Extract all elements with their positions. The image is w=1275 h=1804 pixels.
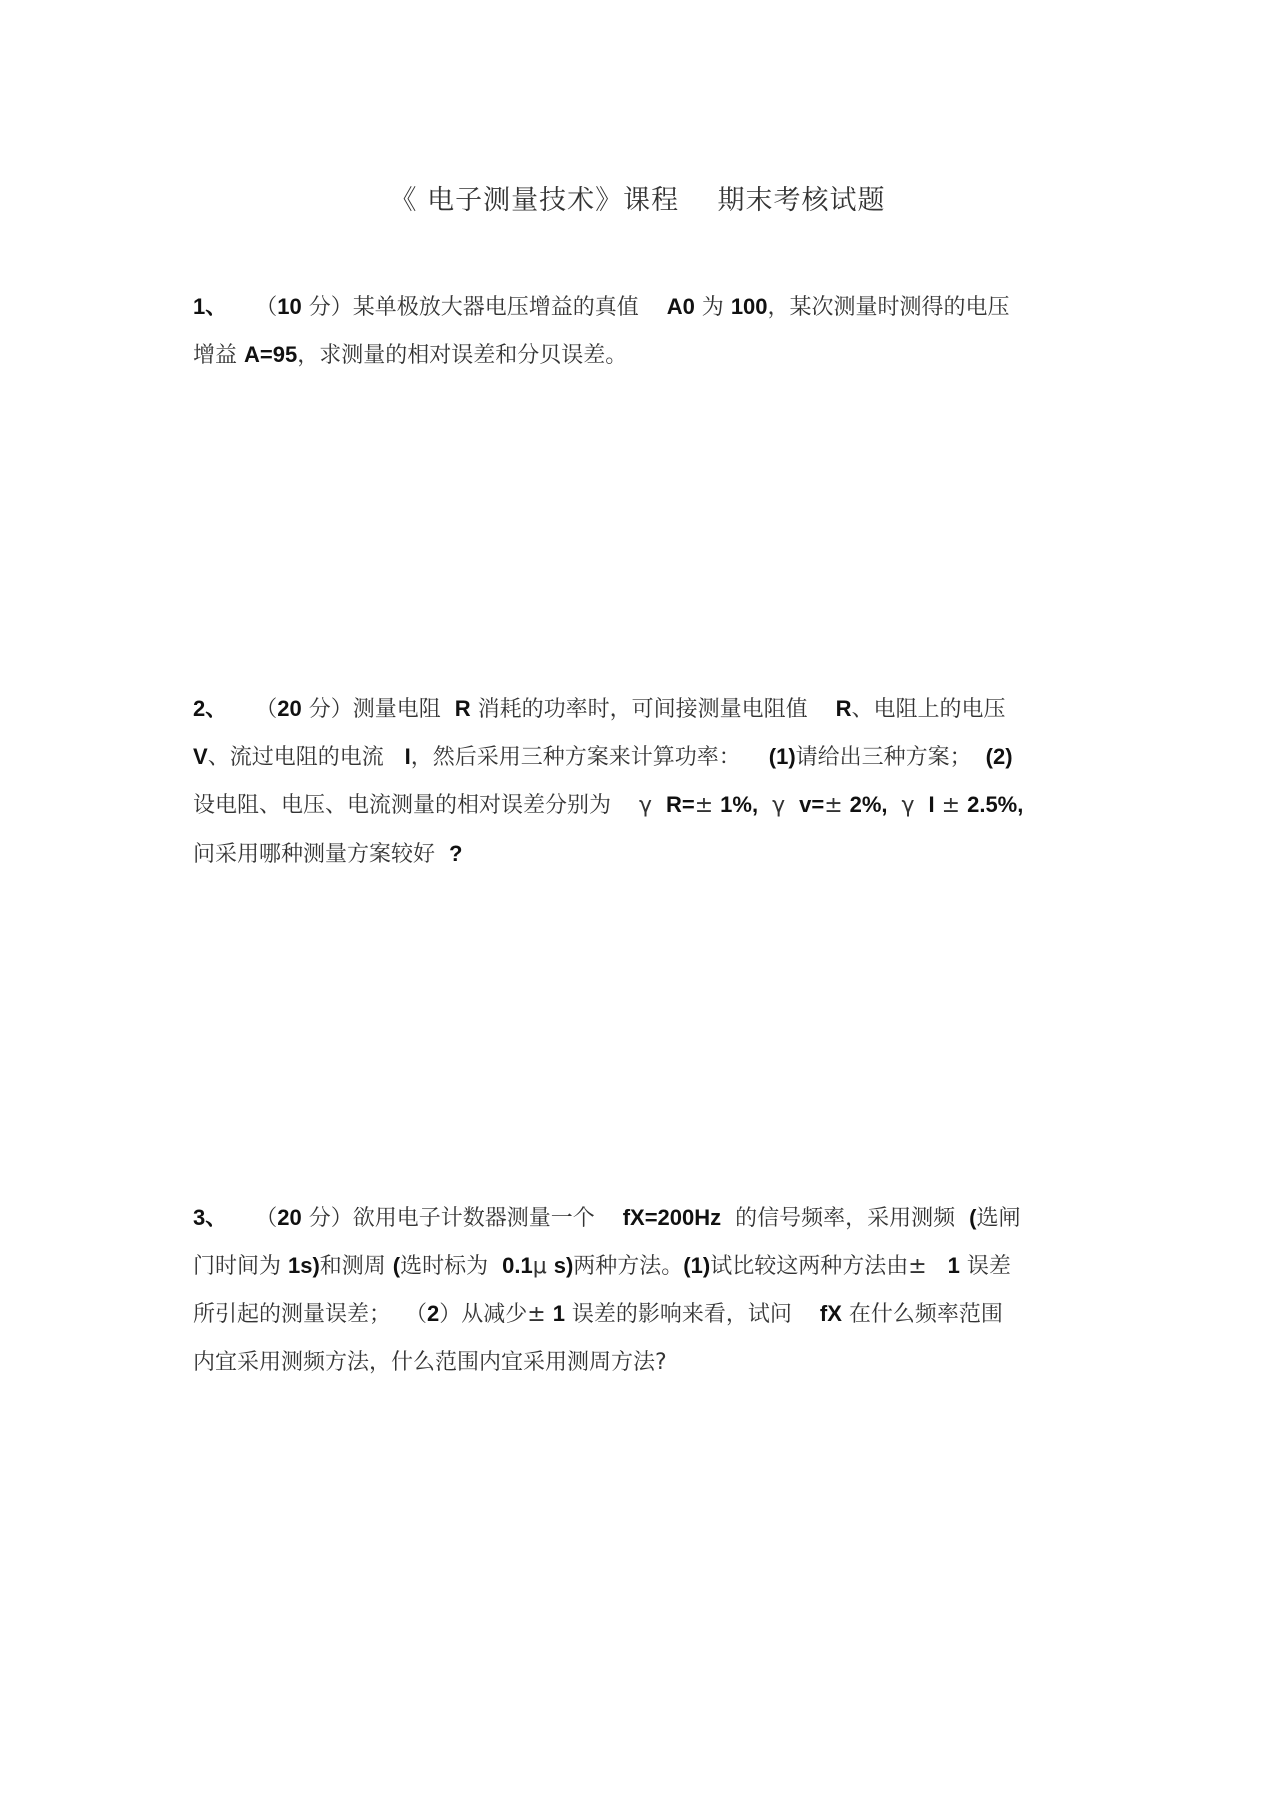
question-text: 问采用哪种测量方案较好: [193, 842, 449, 867]
question-text: 的信号频率，采用测频: [721, 1206, 970, 1231]
question-text: 、流过电阻的电流: [207, 745, 405, 770]
emphasis-text: A=95: [244, 342, 298, 367]
exam-title: 《 电子测量技术》课程 期末考核试题: [389, 185, 886, 216]
emphasis-text: fX=200Hz: [622, 1205, 722, 1230]
emphasis-text: 2%,: [849, 792, 888, 817]
emphasis-text: (: [392, 1253, 401, 1278]
question-line: [193, 287, 1010, 327]
question-text: 误差: [959, 1254, 1011, 1279]
question-text: μ: [532, 1254, 554, 1279]
emphasis-text: 2.5%,: [967, 792, 1024, 817]
emphasis-text: ?: [449, 841, 463, 866]
question-text: （: [227, 1206, 278, 1231]
question-line: [193, 1343, 667, 1383]
emphasis-text: fX: [819, 1301, 842, 1326]
emphasis-text: 1、: [193, 294, 228, 319]
emphasis-text: (1): [683, 1253, 711, 1278]
emphasis-text: A0: [666, 294, 695, 319]
question-line: [193, 1246, 1011, 1286]
question-text: 在什么频率范围: [841, 1302, 1003, 1327]
question-text: 请给出三种方案；: [795, 745, 986, 770]
question-text: 分）欲用电子计数器测量一个: [301, 1206, 623, 1231]
question-text: 内宜采用测频方法，什么范围内宜采用测周方法?: [193, 1350, 667, 1375]
emphasis-text: v=: [799, 792, 825, 817]
question-line: [193, 689, 1005, 729]
emphasis-text: R: [454, 696, 471, 721]
question-text: 分）某单极放大器电压增益的真值: [301, 295, 667, 320]
emphasis-text: 1s): [288, 1253, 320, 1278]
emphasis-text: 0.1: [502, 1253, 533, 1278]
emphasis-text: R: [835, 696, 852, 721]
question-text: ±: [694, 793, 721, 818]
question-line: [193, 737, 1013, 777]
emphasis-text: (: [969, 1205, 977, 1230]
question-text: 和测周: [319, 1254, 393, 1279]
emphasis-text: 20: [277, 696, 302, 721]
question-text: 选时标为: [400, 1254, 503, 1279]
question-text: 、电阻上的电压: [851, 697, 1006, 722]
question-line: [193, 1294, 1003, 1334]
emphasis-text: V: [193, 744, 208, 769]
emphasis-text: 10: [277, 294, 302, 319]
question-line: [193, 335, 627, 375]
emphasis-text: 1: [552, 1301, 565, 1326]
emphasis-text: (1): [768, 744, 796, 769]
question-text: ，然后采用三种方案来计算功率：: [410, 745, 769, 770]
question-line: [193, 785, 1023, 825]
emphasis-text: 2: [427, 1301, 440, 1326]
question-text: ，求测量的相对误差和分贝误差。: [297, 343, 628, 368]
emphasis-text: 1%,: [720, 792, 759, 817]
question-text: 误差的影响来看，试问: [564, 1302, 820, 1327]
question-line: [193, 834, 462, 874]
question-text: ±: [934, 793, 968, 818]
question-text: 为: [694, 295, 731, 320]
emphasis-text: 3、: [193, 1205, 228, 1230]
question-text: 试比较这两种方法由±: [710, 1254, 948, 1279]
emphasis-text: 20: [277, 1205, 302, 1230]
emphasis-text: I: [404, 744, 411, 769]
emphasis-text: (2): [985, 744, 1013, 769]
question-text: 门时间为: [193, 1254, 288, 1279]
emphasis-text: I: [928, 792, 935, 817]
question-text: γ: [887, 793, 929, 818]
question-text: ，某次测量时测得的电压: [767, 295, 1010, 320]
emphasis-text: 2、: [193, 696, 228, 721]
question-text: 设电阻、电压、电流测量的相对误差分别为 γ: [193, 793, 666, 818]
emphasis-text: 1: [947, 1253, 960, 1278]
emphasis-text: 100: [730, 294, 768, 319]
question-text: （: [227, 697, 278, 722]
question-text: 选闸: [976, 1206, 1021, 1231]
question-text: 分）测量电阻: [301, 697, 455, 722]
question-text: ±: [824, 793, 850, 818]
question-text: 两种方法。: [573, 1254, 684, 1279]
question-text: ）从减少±: [439, 1302, 553, 1327]
question-text: （: [227, 295, 278, 320]
question-line: [193, 1198, 1020, 1238]
question-text: 消耗的功率时，可间接测量电阻值: [470, 697, 836, 722]
emphasis-text: R=: [665, 792, 695, 817]
question-text: 增益: [193, 343, 244, 368]
emphasis-text: s): [553, 1253, 574, 1278]
question-text: γ: [758, 793, 800, 818]
question-text: 所引起的测量误差； （: [193, 1302, 427, 1327]
